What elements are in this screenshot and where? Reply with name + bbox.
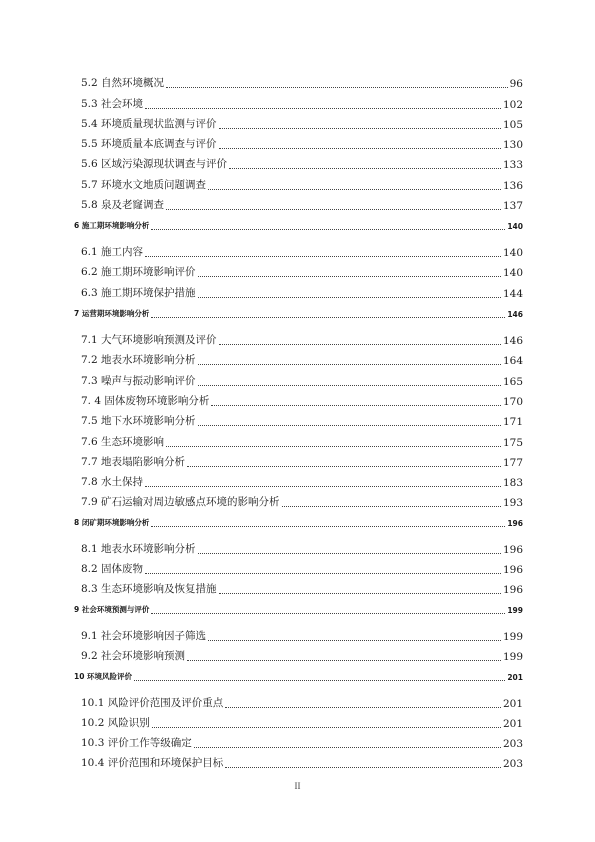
toc-leader-dots [219,148,501,149]
toc-leader-dots [166,209,501,210]
toc-leader-dots [219,593,501,594]
toc-leader-dots [198,276,501,277]
toc-entry-title: 5.5 环境质量本底调查与评价 [81,138,217,150]
toc-page-number: 199 [507,606,523,615]
toc-entry[interactable] [81,474,523,489]
toc-leader-dots [151,526,505,527]
toc-page-number: 130 [502,139,523,151]
toc-chapter-title: 6 施工期环境影响分析 [74,221,150,230]
toc-entry[interactable] [81,373,523,388]
toc-entry-title: 9.2 社会环境影响预测 [81,650,186,662]
toc-entry[interactable] [81,96,523,111]
toc-entry-title: 6.2 施工期环境影响评价 [81,266,196,278]
toc-entry-title: 7.5 地下水环境影响分析 [81,415,196,427]
toc-entry-title: 5.7 环境水文地质问题调查 [81,179,207,191]
toc-entry[interactable] [81,454,523,469]
toc-entry[interactable] [81,434,523,449]
toc-entry-title: 7.2 地表水环境影响分析 [81,354,196,366]
toc-page-number: 146 [507,310,523,319]
toc-page-number: 140 [507,222,523,231]
toc-entry[interactable] [81,628,523,643]
toc-page-number: 193 [502,497,523,509]
toc-leader-dots [198,385,501,386]
toc-page-number: 165 [502,376,523,388]
toc-entry-title: 6.3 施工期环境保护措施 [81,287,196,299]
toc-entry[interactable] [81,285,523,300]
toc-leader-dots [151,229,505,230]
toc-page-number: 196 [507,519,523,528]
toc-chapter[interactable] [74,220,523,231]
toc-page-number: 144 [502,288,523,300]
toc-entry[interactable] [81,116,523,131]
toc-page-number: 203 [502,758,523,770]
toc-chapter-title: 8 闭矿期环境影响分析 [74,518,150,527]
toc-entry[interactable] [81,393,523,408]
toc-chapter[interactable] [74,604,523,615]
toc-entry[interactable] [81,541,523,556]
toc-entry[interactable] [81,413,523,428]
toc-chapter[interactable] [74,308,523,319]
toc-leader-dots [194,747,501,748]
toc-leader-dots [219,344,501,345]
toc-leader-dots [208,189,501,190]
toc-entry-title: 10.4 评价范围和环境保护目标 [81,757,224,769]
toc-entry[interactable] [81,561,523,576]
toc-page-number: 170 [502,396,523,408]
toc-page-number: 199 [502,651,523,663]
toc-entry[interactable] [81,695,523,710]
toc-entry-title: 7.8 水土保持 [81,476,144,488]
toc-entry-title: 7.1 大气环境影响预测及评价 [81,334,217,346]
toc-entry-title: 7. 4 固体废物环境影响分析 [81,395,210,407]
toc-leader-dots [208,640,501,641]
toc-page-number: 96 [509,78,523,90]
toc-page-number: 196 [502,584,523,596]
toc-entry-title: 9.1 社会环境影响因子筛选 [81,630,207,642]
toc-entry[interactable] [81,735,523,750]
toc-page-number: 196 [502,544,523,556]
toc-entry[interactable] [81,156,523,171]
toc-entry[interactable] [81,136,523,151]
toc-page-number: 102 [502,99,523,111]
toc-page-number: 201 [502,698,523,710]
toc-page-number: 164 [502,355,523,367]
toc-leader-dots [225,707,501,708]
toc-entry[interactable] [81,244,523,259]
toc-entry-title: 7.6 生态环境影响 [81,436,165,448]
toc-leader-dots [145,108,501,109]
toc-entry[interactable] [81,648,523,663]
toc-entry-title: 7.7 地表塌陷影响分析 [81,456,186,468]
toc-leader-dots [229,168,501,169]
toc-page-number: 171 [502,416,523,428]
toc-page-number: 136 [502,180,523,192]
toc-entry[interactable] [81,75,523,90]
toc-entry[interactable] [81,177,523,192]
toc-page-number: 183 [502,477,523,489]
toc-leader-dots [151,613,505,614]
toc-entry-title: 5.6 区域污染源现状调查与评价 [81,158,228,170]
toc-page-number: 140 [502,247,523,259]
toc-entry-title: 7.9 矿石运输对周边敏感点环境的影响分析 [81,496,280,508]
toc-entry[interactable] [81,332,523,347]
toc-entry-title: 10.1 风险评价范围及评价重点 [81,697,224,709]
toc-entry-title: 8.1 地表水环境影响分析 [81,543,196,555]
toc-entry[interactable] [81,755,523,770]
page-footer-number: II [294,781,301,791]
toc-entry-title: 5.8 泉及老窿调查 [81,199,165,211]
toc-leader-dots [211,405,501,406]
toc-page-number: 140 [502,267,523,279]
toc-leader-dots [152,727,501,728]
toc-leader-dots [219,128,501,129]
toc-leader-dots [166,446,501,447]
toc-page-number: 201 [507,673,523,682]
toc-chapter[interactable] [74,671,523,682]
toc-page-number: 177 [502,457,523,469]
toc-entry-title: 10.2 风险识别 [81,717,150,729]
toc-leader-dots [198,297,501,298]
toc-chapter[interactable] [74,517,523,528]
toc-chapter-title: 9 社会环境预测与评价 [74,605,150,614]
toc-page-number: 175 [502,437,523,449]
toc-leader-dots [187,466,501,467]
toc-leader-dots [282,506,501,507]
toc-page-number: 105 [502,119,523,131]
toc-entry-title: 7.3 噪声与振动影响评价 [81,375,196,387]
toc-leader-dots [225,767,501,768]
toc-leader-dots [151,317,505,318]
toc-page-number: 133 [502,159,523,171]
toc-leader-dots [134,680,505,681]
toc-chapter-title: 7 运营期环境影响分析 [74,309,150,318]
toc-chapter-title: 10 环境风险评价 [74,672,133,681]
toc-page-number: 199 [502,631,523,643]
toc-entry-title: 5.2 自然环境概况 [81,77,165,89]
toc-leader-dots [145,573,501,574]
toc-entry[interactable] [81,715,523,730]
toc-entry-title: 10.3 评价工作等级确定 [81,737,192,749]
toc-entry-title: 6.1 施工内容 [81,246,144,258]
toc-page-number: 203 [502,738,523,750]
toc-entry[interactable] [81,197,523,212]
toc-leader-dots [198,364,501,365]
toc-page-number: 196 [502,564,523,576]
toc-entry-title: 8.2 固体废物 [81,563,144,575]
toc-entry[interactable] [81,581,523,596]
toc-leader-dots [145,486,501,487]
toc-leader-dots [198,425,501,426]
toc-leader-dots [145,256,501,257]
toc-entry-title: 5.4 环境质量现状监测与评价 [81,118,217,130]
toc-entry[interactable] [81,352,523,367]
toc-entry-title: 5.3 社会环境 [81,98,144,110]
toc-page-number: 137 [502,200,523,212]
toc-entry[interactable] [81,264,523,279]
toc-leader-dots [198,553,501,554]
toc-leader-dots [187,660,501,661]
toc-entry-title: 8.3 生态环境影响及恢复措施 [81,583,217,595]
toc-page-number: 146 [502,335,523,347]
toc-leader-dots [166,87,508,88]
toc-page-number: 201 [502,718,523,730]
toc-entry[interactable] [81,494,523,509]
